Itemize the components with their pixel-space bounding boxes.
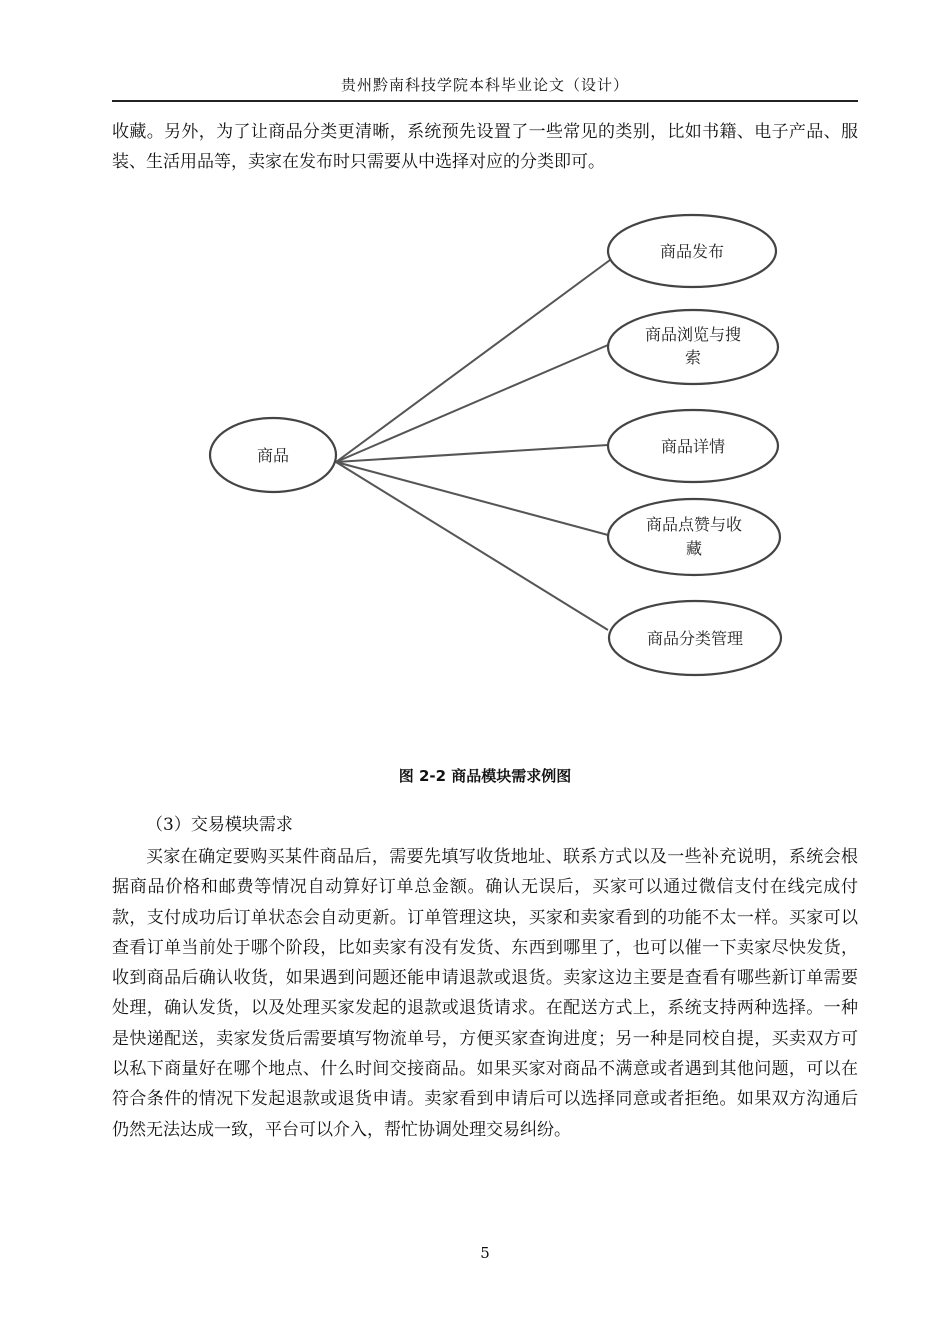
page-number: 5 <box>480 1244 490 1262</box>
connector-line <box>336 462 608 630</box>
figure-caption: 图 2-2 商品模块需求例图 <box>398 767 572 785</box>
node-publish-label: 商品发布 <box>659 242 725 261</box>
node-like-collect <box>608 499 780 575</box>
node-browse-search <box>608 310 778 384</box>
connector-line <box>336 445 608 462</box>
center-node-label: 商品 <box>256 446 290 465</box>
header-rule <box>112 100 858 102</box>
node-detail-label: 商品详情 <box>660 437 726 456</box>
section-title: （3）交易模块需求 <box>146 815 293 835</box>
node-category-label: 商品分类管理 <box>646 629 744 648</box>
node-like-collect-label: 商品点赞与收 <box>645 515 743 534</box>
running-header: 贵州黔南科技学院本科毕业论文（设计） <box>340 76 629 94</box>
paragraph-body: 买家在确定要购买某件商品后，需要先填写收货地址、联系方式以及一些补充说明，系统会根据商品价格和邮费等情况自动算好订单总金额。确认无误后，买家可以通过微信支付在线完成付款，支付成功后订单状态会自动更新。订单管理这块，买家和卖家看到的功能不太一样。买家可以查看订单当前处于哪个阶段，比如卖家有没有发货、东西到哪里了，也可以催一下卖家尽快发货，收到商品后确认收货，如果遇到问题还能申请退款或退货。卖家这边主要是查看有哪些新订单需要处理，确认发货，以及处理买家发起的退款或退货请求。在配送方式上，系统支持两种选择。一种是快递配送，卖家发货后需要填写物流单号，方便买家查询进度；另一种是同校自提，买卖双方可以私下商量好在哪个地点、什么时间交接商品。如果买家对商品不满意或者遇到其他问题，可以在符合条件的情况下发起退款或退货申请。卖家看到申请后可以选择同意或者拒绝。如果双方沟通后仍然无法达成一致，平台可以介入，帮忙协调处理交易纠纷。 <box>112 847 858 1140</box>
connector-line <box>336 462 608 535</box>
node-browse-search-label: 商品浏览与搜 <box>644 325 742 344</box>
product-module-diagram <box>190 205 800 705</box>
node-like-collect-label-2: 藏 <box>685 539 703 558</box>
paragraph-top: 收藏。另外，为了让商品分类更清晰，系统预先设置了一些常见的类别，比如书籍、电子产品、服装、生活用品等，卖家在发布时只需要从中选择对应的分类即可。 <box>112 122 858 173</box>
node-browse-search-label-2: 索 <box>684 348 702 367</box>
